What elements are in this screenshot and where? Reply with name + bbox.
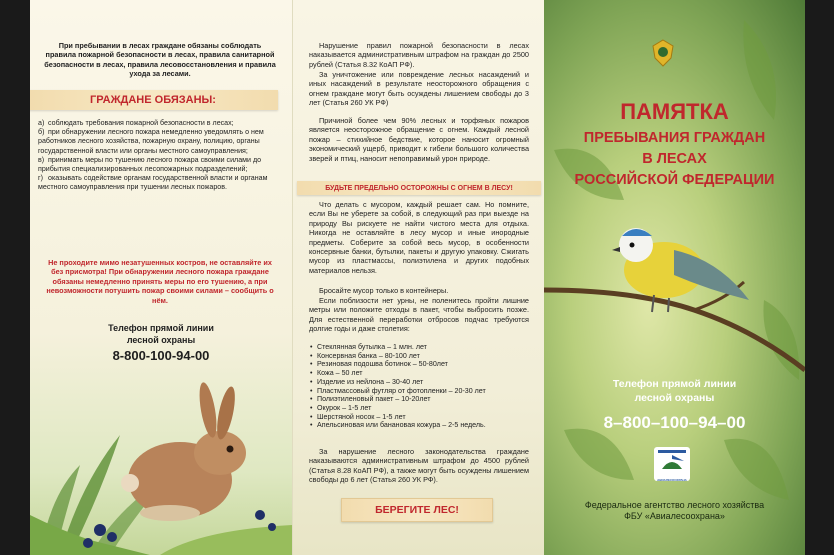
list-item: • Изделие из нейлона – 30-40 лет: [309, 378, 529, 387]
phone-label: Телефон прямой линии: [612, 378, 737, 390]
middle-panel: [292, 0, 544, 555]
phone-block: [30, 322, 292, 363]
intro-text: При пребывании в лесах граждане обязаны соблюдать правила пожарной безопасности в лесах, правила санитарной безопасности в лесах, правила лесовосстановления и правила ухода за лесами.: [44, 41, 276, 79]
avialesookhrana-logo: [654, 447, 690, 481]
title-line: В ЛЕСАХ: [642, 151, 707, 167]
caution-text: БУДЬТЕ ПРЕДЕЛЬНО ОСТОРОЖНЫ С ОГНЕМ В ЛЕСУ!: [325, 184, 513, 192]
tit-bird-icon: [612, 228, 749, 312]
list-item: • Апельсиновая или банановая кожура – 2-5 недель.: [309, 421, 529, 430]
phone-number: 8-800-100-94-00: [112, 348, 210, 363]
page-title: ПАМЯТКА: [620, 99, 729, 124]
duty-item: а) соблюдать требования пожарной безопасности в лесах;: [38, 119, 234, 127]
logo-text: АВИАЛЕСООХРАНА: [657, 478, 687, 482]
liability-paragraph: За уничтожение или повреждение лесных насаждений и иных насаждений в результате неосторожного обращения с огнем граждане могут быть осуждены лишением свободы до 3 лет (Статья 260 УК РФ): [309, 70, 529, 108]
grass-icon: [30, 515, 292, 555]
duties-list: [38, 119, 274, 193]
banner-title: ГРАЖДАНЕ ОБЯЗАНЫ:: [90, 94, 216, 106]
rabbit-illustration: [30, 365, 292, 555]
fire-causes-paragraph: Причиной более чем 90% лесных и торфяных пожаров является неосторожное обращение с огнем. Каждый лесной пожар – стихийное бедствие, которое наносит огромный экономический ущерб, приводит к гибели большого количества зверей и птиц, наносит непоправимый урон природе.: [309, 116, 529, 163]
garbage-paragraph: Что делать с мусором, каждый решает сам. Но помните, если Вы не уберете за собой, в следующий раз при выезде на природу Вы рискуете не найти чистого места для отдыха. Никогда не оставляйте в лесу мусор и иные инородные предметы. Соберите за собой весь мусор, в особенности консервные банки, бутылки, пакеты и другую упаковку. Сжигать мусор из пластмассы, полиэтилена и других подобных материалов нельзя.: [309, 200, 529, 275]
save-forest-text: БЕРЕГИТЕ ЛЕС!: [375, 504, 459, 516]
title-line: ПРЕБЫВАНИЯ ГРАЖДАН: [583, 130, 766, 146]
agency-subname: ФБУ «Авиалесоохрана»: [624, 511, 725, 521]
containers-paragraph: Бросайте мусор только в контейнеры.: [319, 286, 449, 295]
fine-paragraph: Нарушение правил пожарной безопасности в лесах наказывается административным штрафом на граждан до 2500 рублей (Статья 8.32 КоАП РФ).: [309, 41, 529, 69]
phone-label: Телефон прямой линии: [108, 323, 214, 333]
list-item: • Шерстяной носок – 1-5 лет: [309, 413, 529, 422]
title-line: РОССИЙСКОЙ ФЕДЕРАЦИИ: [574, 172, 775, 188]
save-forest-banner: [341, 498, 493, 522]
duty-item: б) при обнаружении лесного пожара немедленно уведомлять о нем работников лесного хозяйства, пожарную охрану, полицию, органы государственной власти или органы местного самоуправления;: [38, 128, 264, 155]
duty-item: в) принимать меры по тушению лесного пожара своими силами до прибытия специализированных лесопожарных подразделений;: [38, 155, 262, 174]
list-item: • Пластмассовый футляр от фотопленки – 20-30 лет: [309, 387, 529, 396]
list-item: • Резиновая подошва ботинок – 50-80лет: [309, 360, 529, 369]
list-item: • Окурок – 1-5 лет: [309, 404, 529, 413]
list-item: • Кожа – 50 лет: [309, 369, 529, 378]
agency-name: Федеральное агентство лесного хозяйства: [584, 500, 765, 510]
phone-label: лесной охраны: [126, 335, 196, 345]
rabbit-icon: [121, 381, 246, 521]
forest-law-paragraph: За нарушение лесного законодательства граждане наказываются административным штрафом до 4500 рублей (Статья 8.28 КоАП РФ), а также могут быть осуждены лишением свободы до 6 лет (Статья 260 УК РФ).: [309, 447, 529, 485]
citizens-obliged-banner: [30, 90, 278, 110]
decay-list: [309, 343, 529, 430]
right-phone-block: [544, 377, 805, 433]
phone-label: лесной охраны: [634, 392, 715, 404]
left-panel: [30, 0, 292, 555]
warning-text: Не проходите мимо незатушенных костров, не оставляйте их без присмотра! При обнаружении лесного пожара граждане обязаны немедленно принять меры по его тушению, а при невозможности потушить пожар своими силами – сообщить о нём.: [46, 258, 274, 305]
list-item: • Консервная банка – 80-100 лет: [309, 352, 529, 361]
list-item: • Стеклянная бутылка – 1 млн. лет: [309, 343, 529, 352]
right-panel: [544, 0, 805, 555]
duty-item: г) оказывать содействие органам государственной власти и органам местного самоуправления при тушении лесных пожаров.: [38, 174, 268, 192]
phone-number: 8–800–100–94–00: [603, 413, 746, 432]
plane-icon: [654, 447, 690, 473]
caution-banner: [297, 181, 541, 195]
decomposition-paragraph: Если поблизости нет урны, не поленитесь пройти лишние метры или положите отходы в пакет, чтобы выбросить позже. Для естественной переработки отбросов подчас требуются долгие годы и даже столетия:: [309, 296, 529, 334]
list-item: • Полиэтиленовый пакет – 10-20лет: [309, 395, 529, 404]
emblem-icon: [649, 38, 677, 68]
